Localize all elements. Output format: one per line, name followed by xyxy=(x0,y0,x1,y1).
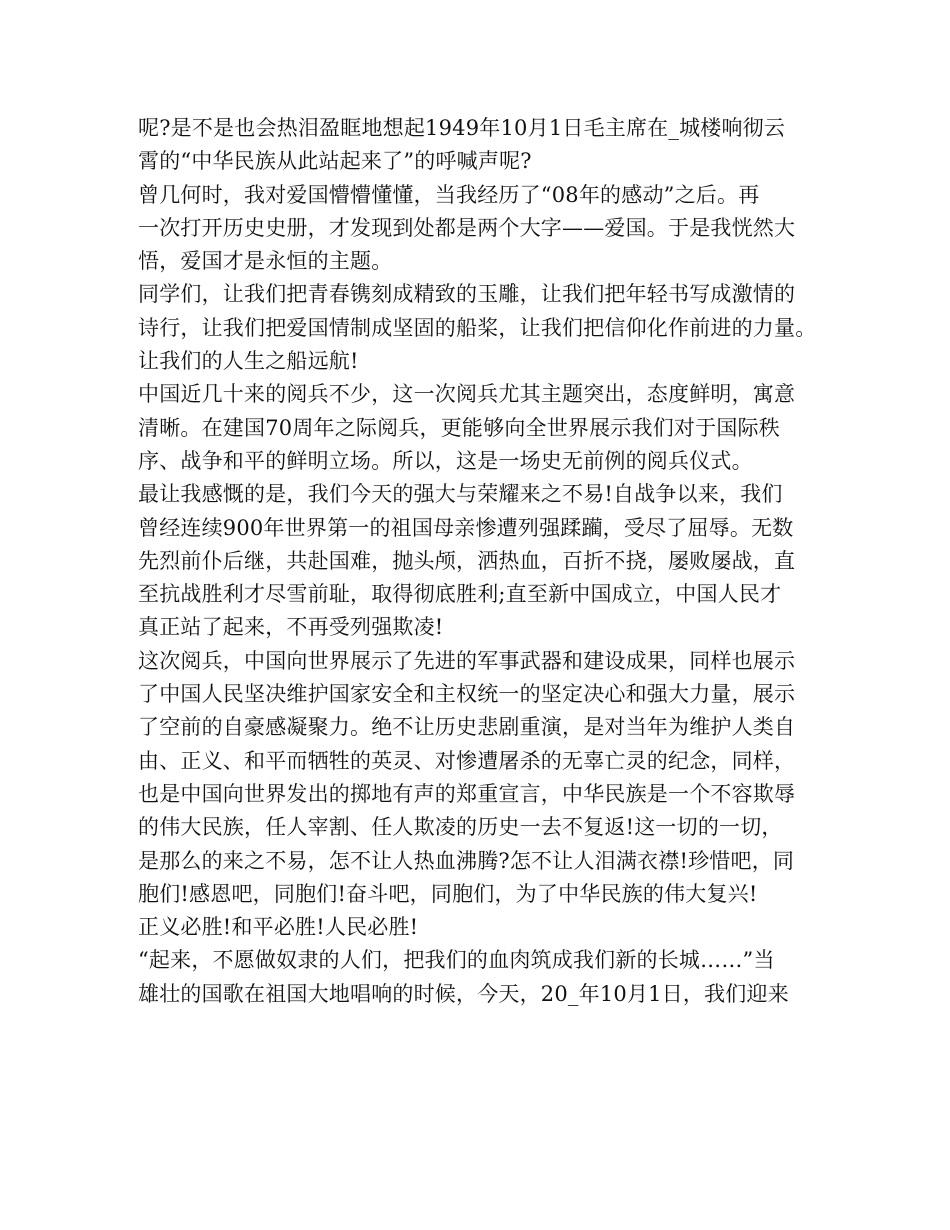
text-line: 霄的“中华民族从此站起来了”的呼喊声呢? xyxy=(138,149,532,174)
text-line: 也是中国向世界发出的掷地有声的郑重宣言，中华民族是一个不容欺辱 xyxy=(138,781,796,806)
text-line: 是那么的来之不易，怎不让人热血沸腾?怎不让人泪满衣襟!珍惜吧，同 xyxy=(138,848,795,873)
text-line: 同学们，让我们把青春镌刻成精致的玉雕，让我们把年轻书写成激情的 xyxy=(138,282,796,307)
text-line: 了中国人民坚决维护国家安全和主权统一的坚定决心和强大力量，展示 xyxy=(138,682,796,707)
text-line: 胞们!感恩吧，同胞们!奋斗吧，同胞们，为了中华民族的伟大复兴! xyxy=(138,881,758,906)
text-line: “起来，不愿做奴隶的人们，把我们的血肉筑成我们新的长城……”当 xyxy=(138,948,775,973)
document-body xyxy=(138,112,828,1011)
text-line: 雄壮的国歌在祖国大地唱响的时候，今天，20_年10月1日，我们迎来 xyxy=(138,981,789,1006)
text-line: 真正站了起来，不再受列强欺凌! xyxy=(138,615,444,640)
text-line: 清晰。在建国70周年之际阅兵，更能够向全世界展示我们对于国际秩 xyxy=(138,415,780,440)
text-line: 中国近几十来的阅兵不少，这一次阅兵尤其主题突出，态度鲜明，寓意 xyxy=(138,382,796,407)
text-line: 让我们的人生之船远航! xyxy=(138,349,359,374)
text-line: 诗行，让我们把爱国情制成坚固的船桨，让我们把信仰化作前进的力量。 xyxy=(138,315,817,340)
text-line: 这次阅兵，中国向世界展示了先进的军事武器和建设成果，同样也展示 xyxy=(138,648,796,673)
text-line: 正义必胜!和平必胜!人民必胜! xyxy=(138,915,419,940)
text-line: 序、战争和平的鲜明立场。所以，这是一场史无前例的阅兵仪式。 xyxy=(138,448,753,473)
text-line: 至抗战胜利才尽雪前耻，取得彻底胜利;直至新中国成立，中国人民才 xyxy=(138,582,782,607)
text-line: 曾经连续900年世界第一的祖国母亲惨遭列强蹂躏，受尽了屈辱。无数 xyxy=(138,515,794,540)
text-line: 曾几何时，我对爱国懵懵懂懂，当我经历了“08年的感动”之后。再 xyxy=(138,182,760,207)
text-line: 最让我感慨的是，我们今天的强大与荣耀来之不易!自战争以来，我们 xyxy=(138,482,783,507)
text-line: 悟，爱国才是永恒的主题。 xyxy=(138,249,393,274)
text-line: 的伟大民族，任人宰割、任人欺凌的历史一去不复返!这一切的一切， xyxy=(138,815,783,840)
text-line: 一次打开历史史册，才发现到处都是两个大字——爱国。于是我恍然大 xyxy=(138,215,796,240)
text-line: 先烈前仆后继，共赴国难，抛头颅，洒热血，百折不挠，屡败屡战，直 xyxy=(138,548,796,573)
text-line: 了空前的自豪感凝聚力。绝不让历史悲剧重演，是对当年为维护人类自 xyxy=(138,715,796,740)
text-line: 由、正义、和平而牺牲的英灵、对惨遭屠杀的无辜亡灵的纪念，同样， xyxy=(138,748,796,773)
text-line: 呢?是不是也会热泪盈眶地想起1949年10月1日毛主席在_城楼响彻云 xyxy=(138,116,786,140)
